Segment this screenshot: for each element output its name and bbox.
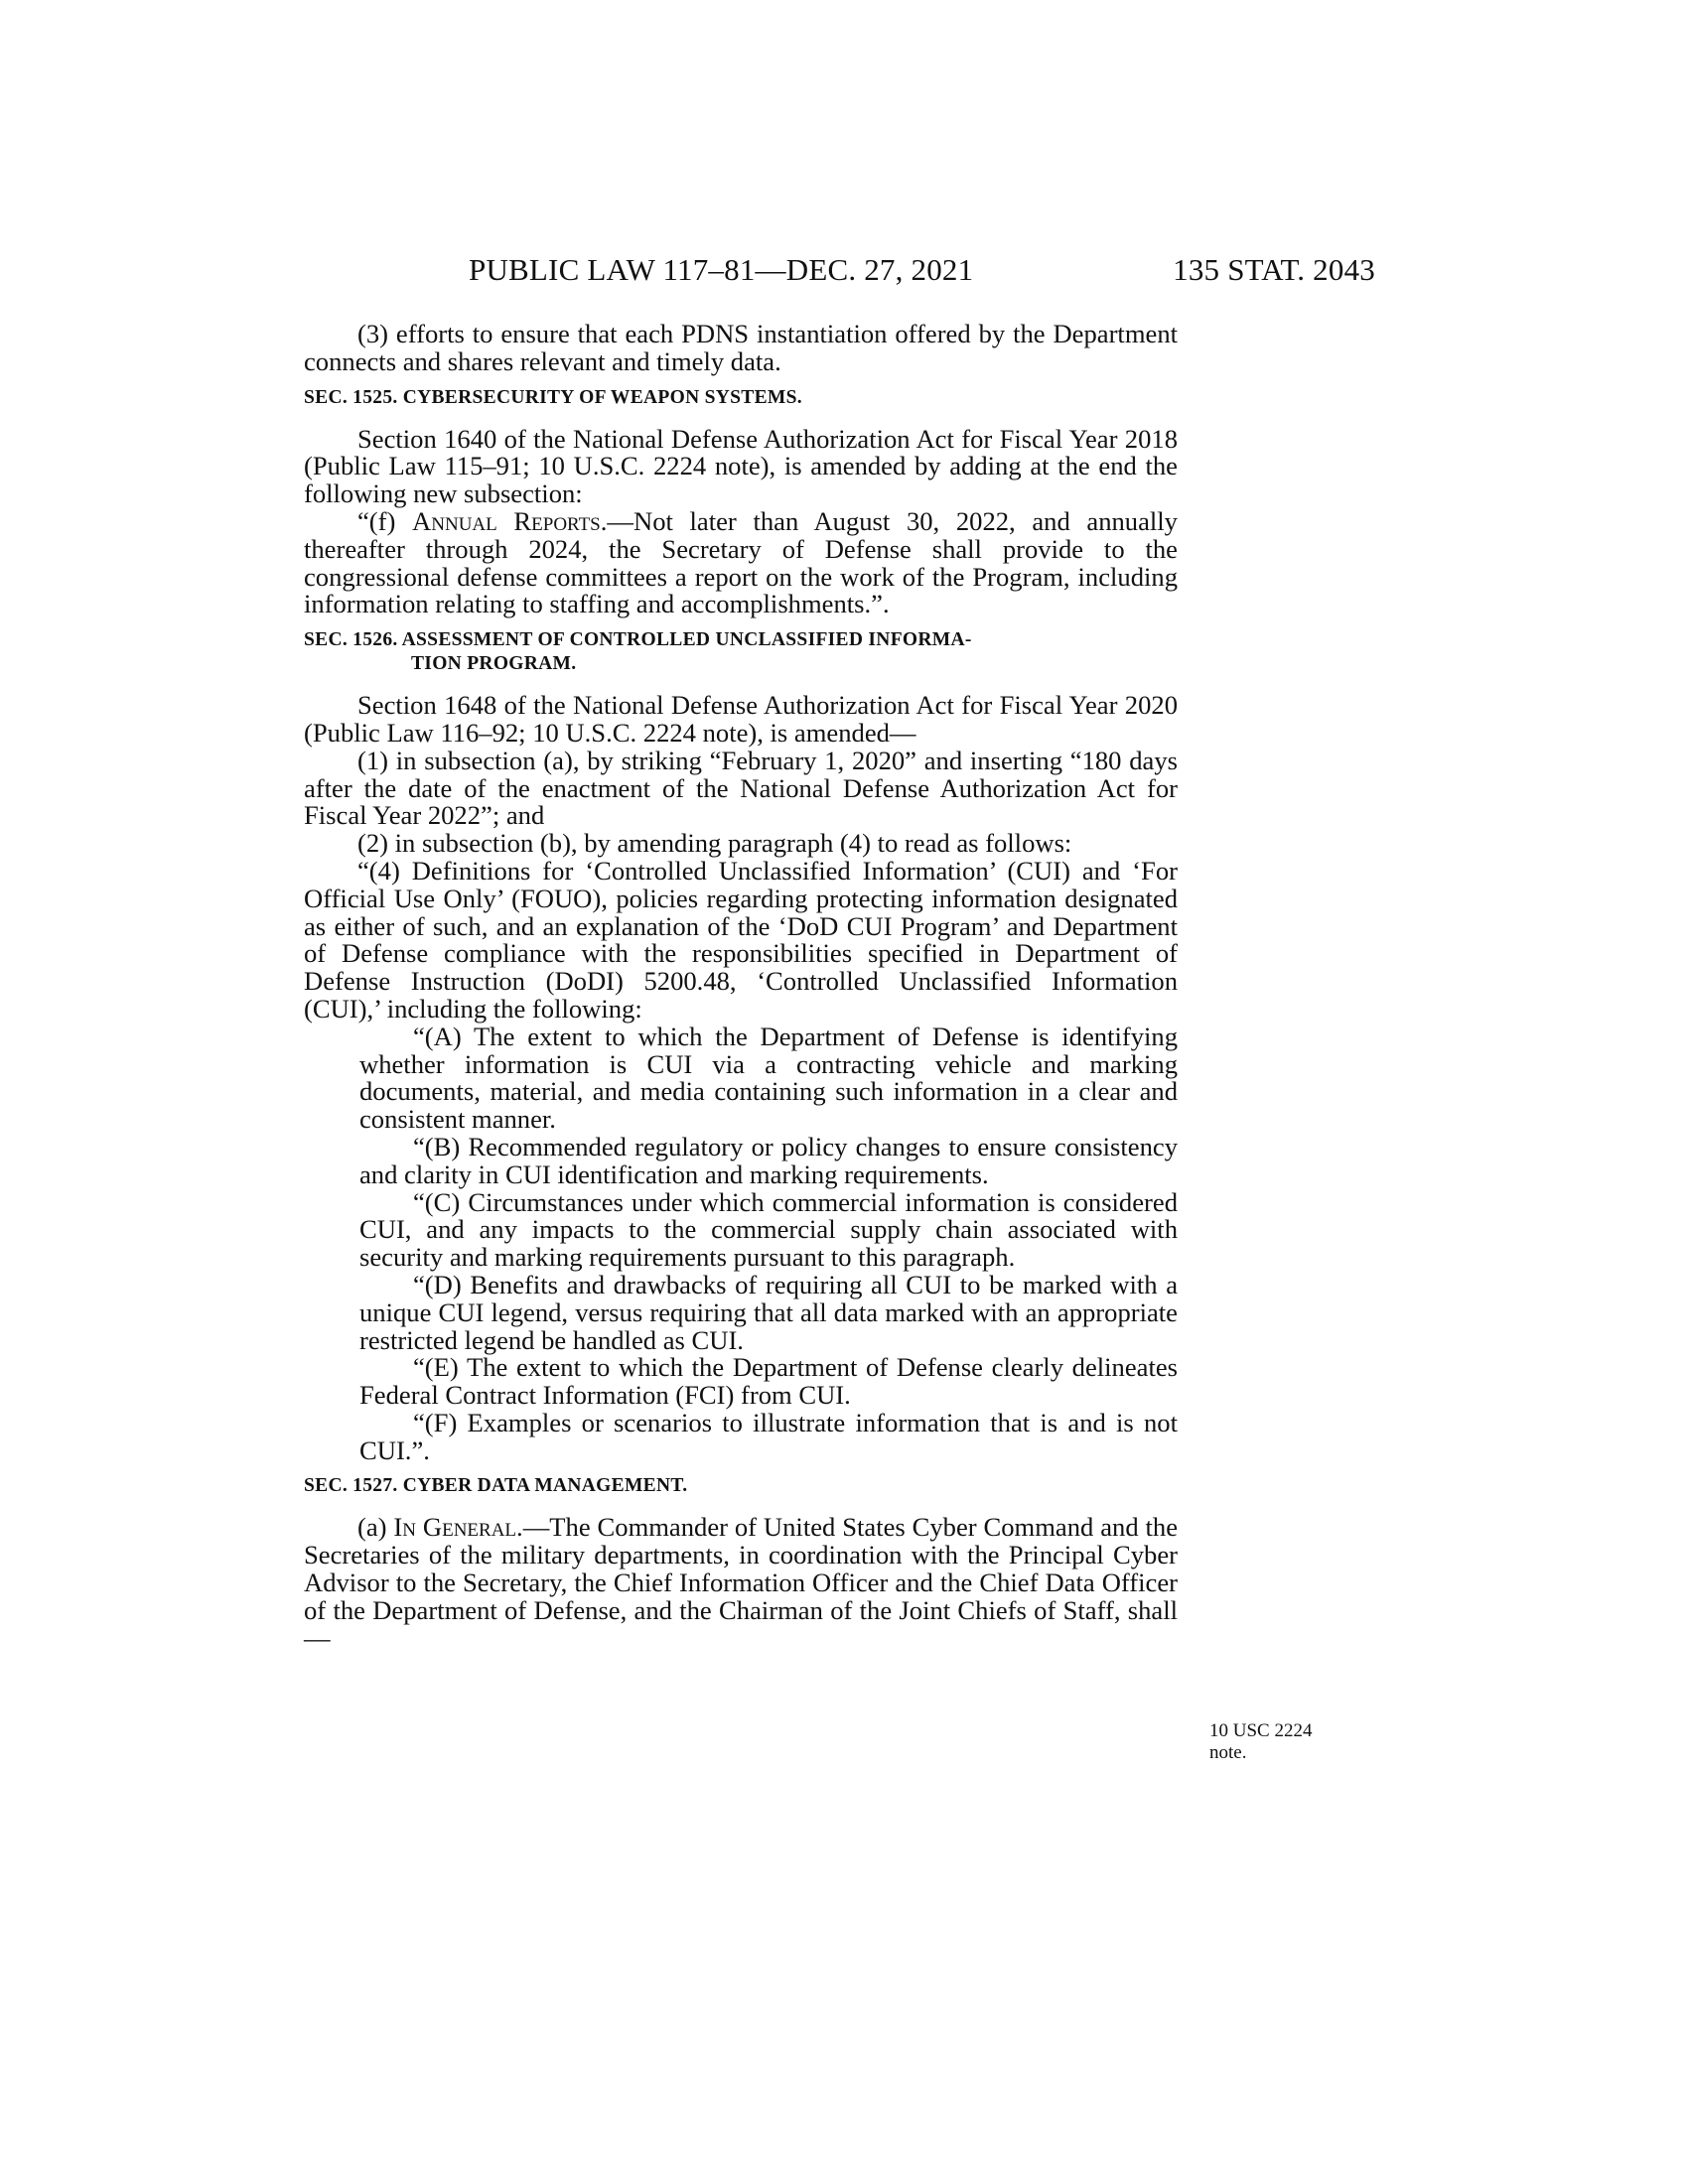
margin-note-note: note. [1209,1742,1247,1763]
section-1527-heading: SEC. 1527. CYBER DATA MANAGEMENT. [304,1475,688,1497]
section-1526-heading-line1: SEC. 1526. ASSESSMENT OF CONTROLLED UNCLASSIFIED INFORMA- [304,629,972,651]
subsection-f-label: “(f) [357,505,413,536]
stat-page-number: 135 STAT. 2043 [1173,252,1375,287]
section-1525-paragraph: Section 1640 of the National Defense Authorization Act for Fiscal Year 2018 (Public Law 115–91; 10 U.S.C. 2224 note), is amended by adding at the end the following new subsection: [304,423,1178,509]
annual-reports-heading: Annual Reports [412,505,601,536]
running-head [298,250,1375,290]
law-citation: PUBLIC LAW 117–81—DEC. 27, 2021 [469,252,974,287]
section-1526-paragraph: Section 1648 of the National Defense Authorization Act for Fiscal Year 2020 (Public Law 116–92; 10 U.S.C. 2224 note), is amended— [304,690,1178,748]
section-1526-item-2 [250,830,1178,858]
annual-reports-text: .—Not later than August 30, 2022, and annually thereafter through 2024, the Secretary of Defense shall provide to the congressional defense committees a report on the work of the Program, including information relating to staffing and accomplishments.”. [304,505,1178,619]
section-1527-paragraph-a [304,1514,1178,1652]
item-2-text: (2) in subsection (b), by amending paragraph (4) to read as follows: [357,828,1072,859]
margin-note-citation: 10 USC 2224 [1209,1720,1313,1741]
in-general-heading: In General [393,1512,517,1543]
subparagraph-c: “(C) Circumstances under which commercial information is considered CUI, and any impacts to the commercial supply chain associated with security and marking requirements pursuant to this paragraph. [359,1186,1178,1273]
subparagraph-e: “(E) The extent to which the Department of Defense clearly delineates Federal Contract Information (FCI) from CUI. [359,1352,1178,1411]
section-1526-item-1 [250,745,1178,831]
subsection-a-label: (a) [357,1512,394,1543]
subparagraph-a: “(A) The extent to which the Department of Defense is identifying whether information is CUI via a contracting vehicle and marking documents, material, and media containing such information in a clear and consistent manner. [359,1021,1178,1135]
section-1525-heading: SEC. 1525. CYBERSECURITY OF WEAPON SYSTEMS. [304,386,802,408]
section-1526-paragraph-4 [250,855,1178,1024]
subparagraph-b: “(B) Recommended regulatory or policy changes to ensure consistency and clarity in CUI identification and marking requirements. [359,1131,1178,1189]
item-1-text: (1) in subsection (a), by striking “February 1, 2020” and inserting “180 days after the date of the enactment of the National Defense Authorization Act for Fiscal Year 2022”; and [304,745,1178,831]
section-1525-annual-reports [304,505,1178,619]
subparagraph-d: “(D) Benefits and drawbacks of requiring all CUI to be marked with a unique CUI legend, versus requiring that all data marked with an appropriate restricted legend be handled as CUI. [359,1269,1178,1355]
paragraph-3-efforts: (3) efforts to ensure that each PDNS instantiation offered by the Department connects and shares relevant and timely data. [304,319,1178,376]
section-1526-heading [304,628,1178,676]
paragraph-4-text: “(4) Definitions for ‘Controlled Unclassified Information’ (CUI) and ‘For Official Use Only’ (FOUO), policies regarding protecting information designated as either of such, and an explanation of the ‘DoD CUI Program’ and Department of Defense compliance with the responsibilities specified in Department of Defense Instruction (DoDI) 5200.48, ‘Controlled Unclassified Information (CUI),’ including the following: [304,855,1178,1024]
subparagraph-f: “(F) Examples or scenarios to illustrate information that is and is not CUI.”. [359,1407,1178,1465]
document-body [304,321,1178,1652]
margin-note [1209,1720,1338,1764]
in-general-text: .—The Commander of United States Cyber Command and the Secretaries of the military departments, in coordination with the Principal Cyber Advisor to the Secretary, the Chief Information Officer and the Chief Data Officer of the Department of Defense, and the Chairman of the Joint Chiefs of Staff, shall— [304,1512,1178,1653]
section-1526-heading-line2: TION PROGRAM. [411,653,577,675]
